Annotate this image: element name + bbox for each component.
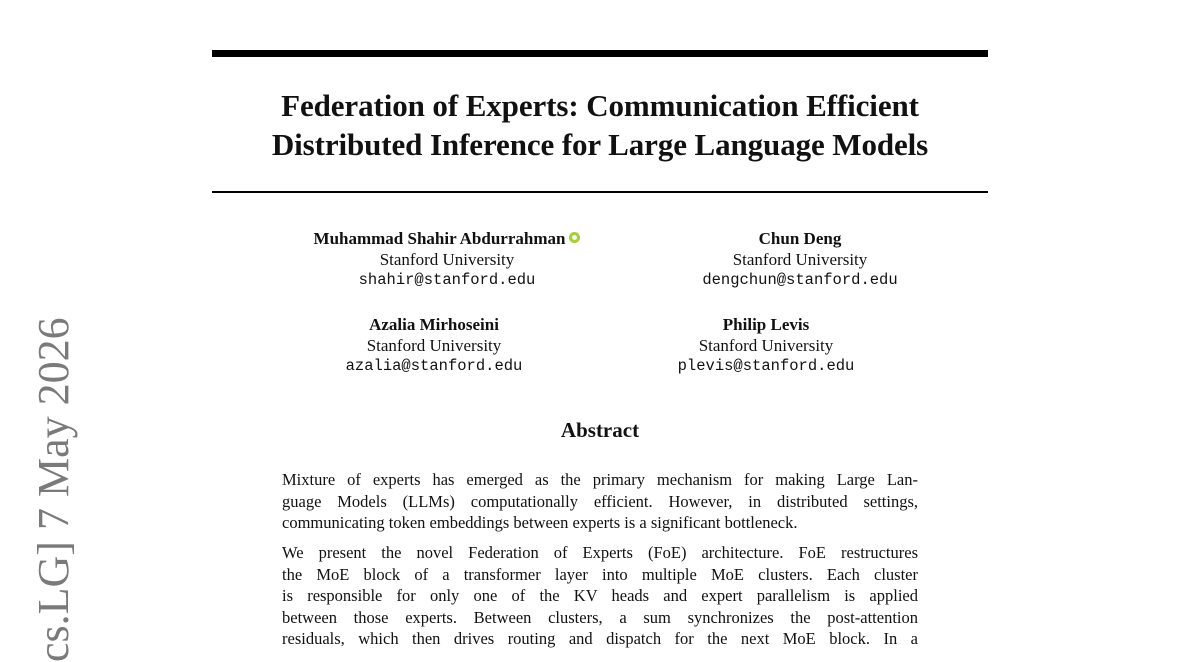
abstract-line: guage Models (LLMs) computationally efficient. However, in distributed settings, — [282, 491, 918, 511]
abstract-line: communicating token embeddings between experts is a significant bottleneck. — [282, 513, 798, 532]
author-email[interactable]: azalia@stanford.edu — [345, 357, 523, 375]
abstract-paragraph-1 — [282, 469, 918, 534]
abstract-line: We present the novel Federation of Experts (FoE) architecture. FoE restructures — [282, 543, 918, 562]
orcid-icon[interactable] — [569, 232, 580, 243]
author-name: Muhammad Shahir Abdurrahman — [247, 228, 647, 249]
author-email[interactable]: plevis@stanford.edu — [677, 357, 855, 375]
paper-title — [200, 86, 1000, 164]
abstract-line: is responsible for only one of the KV heads and expert parallelism is applied — [282, 586, 918, 605]
abstract-line: the MoE block of a transformer layer into multiple MoE clusters. Each cluster — [282, 564, 918, 584]
author-affiliation: Stanford University — [379, 250, 515, 269]
author-block-2 — [600, 228, 1000, 291]
author-name: Azalia Mirhoseini — [369, 315, 499, 334]
author-name: Chun Deng — [758, 229, 842, 248]
abstract-line: between those experts. Between clusters, a sum synchronizes the post-attention — [282, 607, 918, 627]
title-line-2: Distributed Inference for Large Language Models — [271, 127, 929, 162]
author-name: Philip Levis — [722, 315, 810, 334]
abstract-line: Mixture of experts has emerged as the primary mechanism for making Large Lan- — [282, 470, 918, 489]
title-rule-top — [212, 50, 988, 57]
title-rule-bottom — [212, 191, 988, 193]
title-line-1: Federation of Experts: Communication Efficient — [281, 88, 919, 123]
abstract-heading: Abstract — [560, 418, 640, 442]
author-email[interactable]: shahir@stanford.edu — [358, 271, 536, 289]
author-affiliation: Stanford University — [366, 336, 502, 355]
author-block-1 — [247, 228, 647, 291]
author-affiliation: Stanford University — [698, 336, 834, 355]
arxiv-identifier: cs.LG] 7 May 2026 — [29, 317, 78, 662]
abstract-paragraph-2 — [282, 542, 918, 650]
abstract-line: residuals, which then drives routing and dispatch for the next MoE block. In a — [282, 629, 918, 648]
author-block-4 — [566, 314, 966, 377]
author-affiliation: Stanford University — [732, 250, 868, 269]
author-email[interactable]: dengchun@stanford.edu — [702, 271, 898, 289]
